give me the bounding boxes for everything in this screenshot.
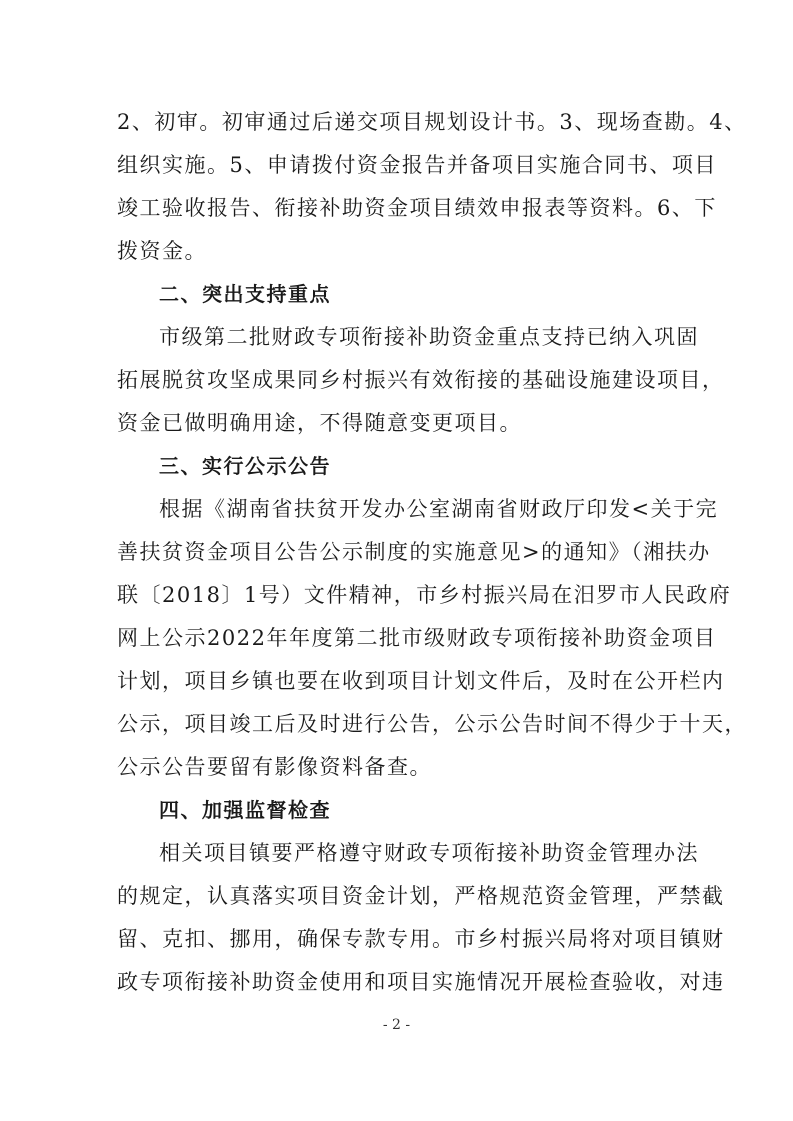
paragraph-line: 2、初审。初审通过后递交项目规划设计书。3、现场查勘。4、 (117, 110, 747, 134)
paragraph-line: 市级第二批财政专项衔接补助资金重点支持已纳入巩固 (159, 325, 699, 349)
section-heading-4: 四、加强监督检查 (159, 798, 331, 822)
page-number: - 2 - (382, 1017, 411, 1033)
section-heading-3: 三、实行公示公告 (159, 454, 331, 478)
paragraph-line: 政专项衔接补助资金使用和项目实施情况开展检查验收，对违 (117, 970, 725, 994)
paragraph-line: 留、克扣、挪用，确保专款专用。市乡村振兴局将对项目镇财 (117, 927, 725, 951)
section-heading-2: 二、突出支持重点 (159, 282, 331, 306)
paragraph-line: 拨资金。 (117, 239, 207, 263)
paragraph-line: 善扶贫资金项目公告公示制度的实施意见>的通知》（湘扶办 (117, 540, 711, 564)
paragraph-line: 计划，项目乡镇也要在收到项目计划文件后，及时在公开栏内 (117, 669, 725, 693)
paragraph-line: 网上公示2022年年度第二批市级财政专项衔接补助资金项目 (117, 626, 717, 650)
paragraph-line: 的规定，认真落实项目资金计划，严格规范资金管理，严禁截 (117, 884, 725, 908)
paragraph-line: 根据《湖南省扶贫开发办公室湖南省财政厅印发<关于完 (159, 497, 719, 521)
paragraph-line: 公示公告要留有影像资料备查。 (117, 755, 432, 779)
paragraph-line: 公示，项目竣工后及时进行公告，公示公告时间不得少于十天， (117, 712, 747, 736)
paragraph-line: 资金已做明确用途，不得随意变更项目。 (117, 411, 522, 435)
paragraph-line: 组织实施。5、申请拨付资金报告并备项目实施合同书、项目 (117, 153, 717, 177)
paragraph-line: 拓展脱贫攻坚成果同乡村振兴有效衔接的基础设施建设项目， (117, 368, 725, 392)
paragraph-line: 竣工验收报告、衔接补助资金项目绩效申报表等资料。6、下 (117, 196, 717, 220)
paragraph-line: 相关项目镇要严格遵守财政专项衔接补助资金管理办法 (159, 841, 699, 865)
paragraph-line: 联〔2018〕1号）文件精神，市乡村振兴局在汨罗市人民政府 (117, 583, 732, 607)
